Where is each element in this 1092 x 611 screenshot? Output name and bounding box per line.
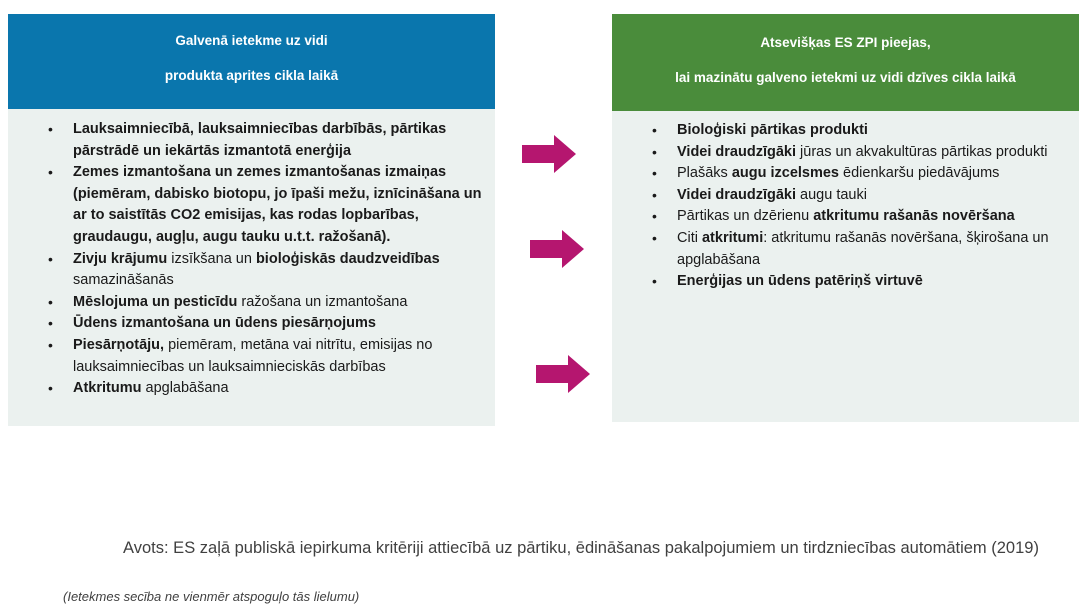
source-caption: Avots: ES zaļā publiskā iepirkuma kritēriji attiecībā uz pārtiku, ēdināšanas pakalpojumiem un tirdzniecības automātiem (2019) bbox=[123, 539, 1039, 557]
item-text-bold: atkritumi bbox=[701, 229, 764, 246]
item-text-bold: Ūdens izmantošana un ūdens piesārņojums bbox=[73, 315, 376, 332]
list-item bbox=[652, 206, 1069, 228]
environmental-impact-panel bbox=[8, 14, 495, 426]
gpp-approaches-panel bbox=[612, 14, 1079, 422]
item-text-bold: bioloģiskās daudzveidības bbox=[255, 250, 440, 267]
item-text: jūras un akvakultūras pārtikas produkti bbox=[796, 143, 1048, 160]
list-item bbox=[48, 378, 485, 400]
impact-list bbox=[8, 109, 495, 400]
item-text: ražošana un izmantošana bbox=[237, 293, 408, 310]
list-item bbox=[652, 142, 1069, 164]
item-text-bold: Zivju krājumu bbox=[73, 250, 168, 267]
item-text-bold: augu izcelsmes bbox=[731, 165, 839, 182]
item-text-bold: atkritumu rašanās novēršana bbox=[813, 208, 1015, 225]
impact-header-title: Galvenā ietekme uz vidi bbox=[175, 32, 328, 48]
item-text-bold: Atkritumu bbox=[73, 380, 142, 397]
item-text: samazināšanās bbox=[73, 272, 174, 289]
list-item bbox=[48, 292, 485, 314]
arrow-right-icon bbox=[522, 134, 576, 174]
item-text-bold: Piesārņotāju, bbox=[73, 336, 165, 353]
item-text: Citi bbox=[677, 229, 702, 246]
item-text: Plašāks bbox=[677, 165, 732, 182]
list-item bbox=[652, 228, 1069, 271]
item-text: piemēram, metāna vai nitrītu, emisijas no lauksaimniecības un lauksaimnieciskās darbības bbox=[73, 336, 433, 375]
arrow-right-icon bbox=[536, 354, 590, 394]
impact-header-subtitle: produkta aprites cikla laikā bbox=[164, 67, 339, 83]
item-text: apglabāšana bbox=[141, 380, 229, 397]
item-text-bold: Videi draudzīgāki bbox=[677, 143, 796, 160]
item-text: augu tauki bbox=[796, 186, 867, 203]
item-text-bold: Lauksaimniecībā, lauksaimniecības darbībās, pārtikas pārstrādē un iekārtās izmantotā enerģija bbox=[73, 121, 447, 159]
list-item bbox=[48, 249, 485, 292]
approaches-header-title: Atsevišķas ES ZPI pieejas, bbox=[760, 34, 931, 50]
item-text-bold: Mēslojuma un pesticīdu bbox=[73, 293, 238, 310]
item-text-bold: Videi draudzīgāki bbox=[677, 186, 796, 203]
list-item bbox=[48, 313, 485, 335]
list-item bbox=[48, 335, 485, 378]
list-item bbox=[652, 163, 1069, 185]
arrow-right-icon bbox=[530, 229, 584, 269]
item-text-bold: Zemes izmantošana un zemes izmantošanas izmaiņas (piemēram, dabisko biotopu, jo īpaši mežu, iznīcināšana un ar to saistītās CO2 emisijas, kas rodas lopbarības, graudaugu, augļu, augu tauku u.t.t. ražošanā). bbox=[73, 164, 482, 245]
approaches-panel-header bbox=[612, 14, 1079, 111]
list-item bbox=[48, 162, 485, 248]
list-item bbox=[48, 119, 485, 162]
approaches-list bbox=[612, 111, 1079, 293]
order-note: (Ietekmes secība ne vienmēr atspoguļo tās lielumu) bbox=[63, 589, 360, 604]
item-text-bold: Enerģijas un ūdens patēriņš virtuvē bbox=[677, 273, 923, 290]
impact-panel-header bbox=[8, 14, 495, 109]
approaches-header-subtitle: lai mazinātu galveno ietekmi uz vidi dzīves cikla laikā bbox=[675, 69, 1016, 85]
item-text: Pārtikas un dzērienu bbox=[677, 208, 814, 225]
list-item bbox=[652, 185, 1069, 207]
list-item bbox=[652, 120, 1069, 142]
list-item bbox=[652, 271, 1069, 293]
item-text: ēdienkaršu piedāvājums bbox=[839, 165, 1000, 182]
item-text: izsīkšana un bbox=[167, 250, 256, 267]
item-text-bold: Bioloģiski pārtikas produkti bbox=[677, 122, 868, 138]
item-text: : atkritumu rašanās novēršana, šķirošana un apglabāšana bbox=[677, 229, 1049, 268]
